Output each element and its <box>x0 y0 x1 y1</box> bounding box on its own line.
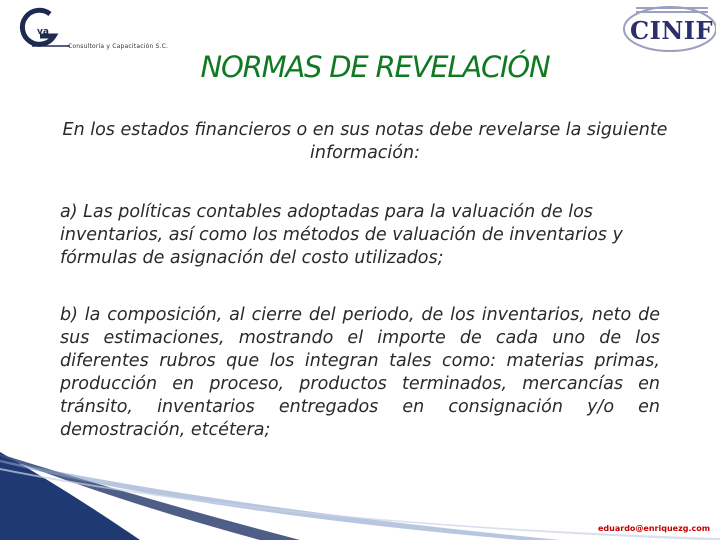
footer-email: eduardo@enriquezg.com <box>598 524 711 533</box>
company-logo <box>10 6 169 52</box>
logo-superscript: va <box>37 27 49 37</box>
item-a: a) Las políticas contables adoptadas para la valuación de los inventarios, así como los métodos de valuación de inventarios y fórmulas de asignación del costo utilizados; <box>60 202 623 268</box>
logo-tagline: Consultoría y Capacitación S.C. <box>68 43 169 50</box>
cinif-fineprint <box>636 7 708 15</box>
cinif-logo <box>620 4 716 54</box>
item-b: b) la composición, al cierre del periodo, de los inventarios, neto de sus estimaciones, mostrando el importe de cada uno de los diferentes rubros que los integran tales como: materias primas, producción en proceso, productos terminados, mercancías en tránsito, inventarios entregados en consignación y/o en demostración, etcétera; <box>60 305 660 440</box>
slide-intro: En los estados financieros o en sus notas debe revelarse la siguiente información: <box>62 120 668 163</box>
slide-title: NORMAS DE REVELACIÓN <box>200 50 550 84</box>
gva-logo-icon <box>10 6 70 50</box>
cinif-wordmark: CINIF <box>630 16 714 45</box>
